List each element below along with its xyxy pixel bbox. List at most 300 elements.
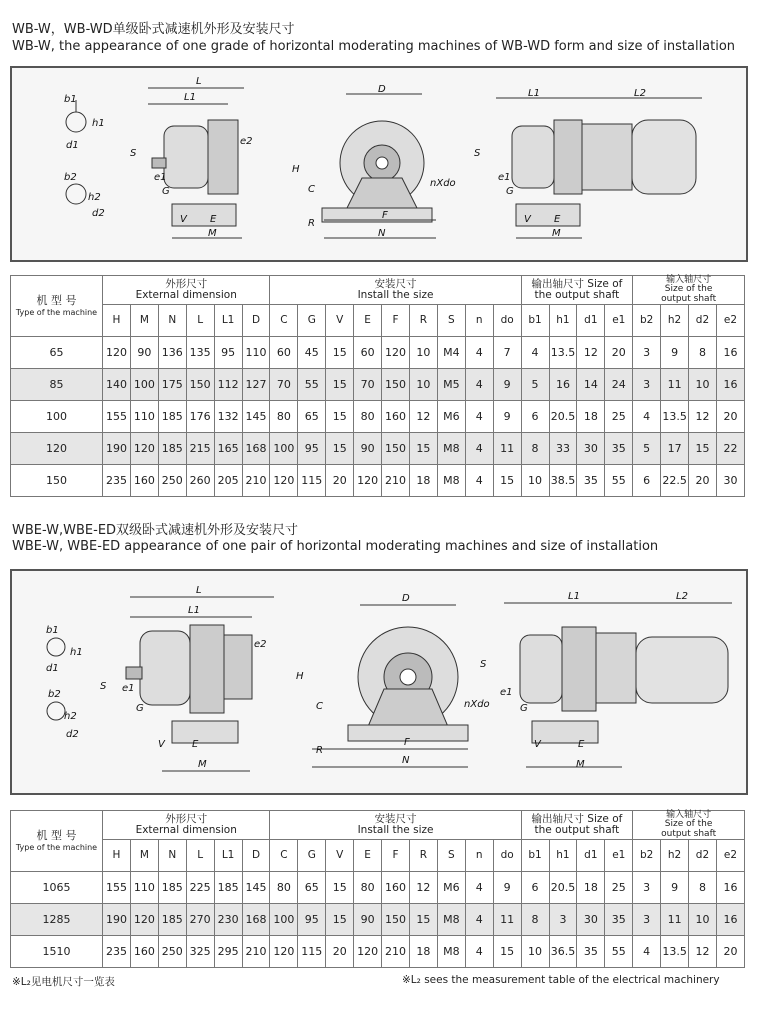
value-cell: 10 [409,369,437,401]
column-header: b1 [521,840,549,872]
column-header: S [437,840,465,872]
label-d2-2: d2 [66,729,79,740]
label-G-motor-2: G [520,703,528,714]
value-cell: 18 [577,872,605,904]
column-header: F [382,840,410,872]
value-cell: 100 [130,369,158,401]
value-cell: 10 [521,465,549,497]
value-cell: M5 [437,369,465,401]
model-cell: 1065 [11,872,103,904]
value-cell: 20 [326,936,354,968]
value-cell: 11 [661,369,689,401]
value-cell: 15 [326,369,354,401]
value-cell: 20 [716,936,744,968]
value-cell: 120 [270,936,298,968]
value-cell: 30 [577,433,605,465]
value-cell: 38.5 [549,465,577,497]
value-cell: 325 [186,936,214,968]
value-cell: 4 [465,337,493,369]
table-row [11,465,745,497]
value-cell: 4 [633,401,661,433]
drawing-panel-2 [10,569,748,795]
value-cell: 35 [577,465,605,497]
column-header: E [354,840,382,872]
value-cell: 225 [186,872,214,904]
table-row [11,337,745,369]
column-header: d2 [689,840,717,872]
label-F-2: F [404,737,410,748]
value-cell: 14 [577,369,605,401]
value-cell: 120 [103,337,131,369]
value-cell: 20 [326,465,354,497]
value-cell: 5 [633,433,661,465]
column-header: C [270,305,298,337]
label-nxdo-2: nXdo [464,699,490,710]
value-cell: 35 [605,433,633,465]
value-cell: M8 [437,465,465,497]
dimension-drawings-2 [12,571,746,793]
label-e1: e1 [154,172,167,183]
output-shaft-header: 输出轴尺寸 Size of the output shaft [521,276,633,305]
value-cell: 120 [382,337,410,369]
value-cell: 20 [605,337,633,369]
external-dimension-header: 外形尺寸 External dimension [103,276,270,305]
value-cell: 6 [521,401,549,433]
value-cell: 210 [382,465,410,497]
column-header: E [354,305,382,337]
value-cell: 120 [130,904,158,936]
value-cell: 9 [493,369,521,401]
value-cell: 160 [382,401,410,433]
column-header: L [186,305,214,337]
label-e2: e2 [240,136,253,147]
value-cell: 145 [242,401,270,433]
value-cell: 127 [242,369,270,401]
value-cell: 18 [409,465,437,497]
value-cell: 210 [242,936,270,968]
label-G-2: G [136,703,144,714]
value-cell: 110 [130,401,158,433]
label-V-motor-2: V [534,739,541,750]
label-D-2: D [402,593,410,604]
value-cell: 11 [493,904,521,936]
value-cell: 3 [633,369,661,401]
column-header: e2 [716,305,744,337]
column-header: D [242,305,270,337]
model-cell: 85 [11,369,103,401]
label-S-motor: S [474,148,481,159]
column-header: e1 [605,305,633,337]
label-M: M [208,228,217,239]
value-cell: 65 [298,401,326,433]
value-cell: 120 [130,433,158,465]
value-cell: 168 [242,904,270,936]
table-row [11,433,745,465]
column-header: do [493,305,521,337]
label-F: F [382,210,388,221]
column-header: h2 [661,305,689,337]
value-cell: 4 [465,369,493,401]
value-cell: 45 [298,337,326,369]
column-header: b1 [521,305,549,337]
column-header: h2 [661,840,689,872]
label-b2-2: b2 [48,689,61,700]
value-cell: 11 [661,904,689,936]
table-row [11,936,745,968]
value-cell: M6 [437,872,465,904]
value-cell: 90 [354,433,382,465]
value-cell: 80 [354,872,382,904]
drawing-panel-1 [10,66,748,262]
value-cell: 95 [298,433,326,465]
value-cell: 15 [493,465,521,497]
value-cell: 80 [270,872,298,904]
value-cell: 185 [214,872,242,904]
value-cell: 95 [214,337,242,369]
value-cell: 17 [661,433,689,465]
value-cell: 4 [465,433,493,465]
value-cell: 15 [409,904,437,936]
value-cell: 16 [549,369,577,401]
label-G-motor: G [506,186,514,197]
label-G: G [162,186,170,197]
label-D: D [378,84,386,95]
value-cell: 160 [382,872,410,904]
label-E-motor-2: E [578,739,585,750]
value-cell: 30 [716,465,744,497]
value-cell: 3 [549,904,577,936]
column-header: R [409,840,437,872]
value-cell: 185 [158,401,186,433]
column-header: N [158,840,186,872]
value-cell: 110 [130,872,158,904]
value-cell: 90 [354,904,382,936]
model-header: 机 型 号 Type of the machine [11,276,103,337]
value-cell: 8 [689,872,717,904]
value-cell: 4 [465,401,493,433]
value-cell: 20 [716,401,744,433]
column-header: d2 [689,305,717,337]
column-header: n [465,840,493,872]
value-cell: M8 [437,936,465,968]
value-cell: 210 [382,936,410,968]
label-V: V [180,214,187,225]
column-header: L1 [214,305,242,337]
value-cell: 80 [270,401,298,433]
column-header: M [130,840,158,872]
value-cell: 12 [577,337,605,369]
label-L2: L2 [634,88,646,99]
install-size-header-2: 安装尺寸 Install the size [270,811,521,840]
model-cell: 1510 [11,936,103,968]
label-L1-motor-2: L1 [568,591,580,602]
value-cell: 55 [605,465,633,497]
column-header: b2 [633,840,661,872]
value-cell: 115 [298,465,326,497]
label-N: N [378,228,386,239]
value-cell: 190 [103,904,131,936]
value-cell: 5 [521,369,549,401]
install-size-header: 安装尺寸 Install the size [270,276,521,305]
value-cell: 15 [326,904,354,936]
value-cell: 295 [214,936,242,968]
column-header: e1 [605,840,633,872]
label-E-2: E [192,739,199,750]
table-2-body [11,872,745,968]
value-cell: 10 [521,936,549,968]
value-cell: 155 [103,401,131,433]
value-cell: 100 [270,433,298,465]
value-cell: 4 [465,872,493,904]
value-cell: 11 [493,433,521,465]
value-cell: 190 [103,433,131,465]
value-cell: 12 [689,401,717,433]
column-header: e2 [716,840,744,872]
value-cell: 160 [130,465,158,497]
value-cell: 7 [493,337,521,369]
value-cell: 15 [326,872,354,904]
value-cell: 15 [326,401,354,433]
value-cell: 18 [409,936,437,968]
label-M-motor-2: M [576,759,585,770]
value-cell: 168 [242,433,270,465]
value-cell: 3 [633,337,661,369]
value-cell: 36.5 [549,936,577,968]
value-cell: 4 [465,465,493,497]
value-cell: 150 [186,369,214,401]
column-header: L [186,840,214,872]
column-header: h1 [549,305,577,337]
value-cell: 8 [689,337,717,369]
column-header-row [11,840,745,872]
column-header-row [11,305,745,337]
column-header: L1 [214,840,242,872]
label-S-motor-2: S [480,659,487,670]
label-N-2: N [402,755,410,766]
section2-title-en: WBE-W, WBE-ED appearance of one pair of horizontal moderating machines and size of installation [12,539,659,554]
label-e1-motor-2: e1 [500,687,513,698]
value-cell: 112 [214,369,242,401]
label-S-2: S [100,681,107,692]
label-e2-2: e2 [254,639,267,650]
spec-table-2 [10,810,745,968]
value-cell: 110 [242,337,270,369]
value-cell: 115 [298,936,326,968]
output-shaft-header-2: 输出轴尺寸 Size of the output shaft [521,811,633,840]
value-cell: 140 [103,369,131,401]
value-cell: 6 [521,872,549,904]
value-cell: 55 [605,936,633,968]
value-cell: 13.5 [661,936,689,968]
column-header: h1 [549,840,577,872]
value-cell: 16 [716,369,744,401]
value-cell: 9 [661,872,689,904]
column-header: V [326,305,354,337]
value-cell: M6 [437,401,465,433]
value-cell: 160 [130,936,158,968]
value-cell: 60 [354,337,382,369]
value-cell: 3 [633,872,661,904]
label-C: C [308,184,315,195]
value-cell: 4 [633,936,661,968]
column-header: S [437,305,465,337]
value-cell: 136 [158,337,186,369]
value-cell: 3 [633,904,661,936]
value-cell: 35 [605,904,633,936]
column-header: n [465,305,493,337]
label-L1-motor: L1 [528,88,540,99]
value-cell: 270 [186,904,214,936]
model-cell: 100 [11,401,103,433]
value-cell: 235 [103,936,131,968]
column-header: G [298,840,326,872]
value-cell: 30 [577,904,605,936]
value-cell: 70 [270,369,298,401]
value-cell: 150 [382,904,410,936]
label-e1-2: e1 [122,683,135,694]
column-header: H [103,305,131,337]
label-M-2: M [198,759,207,770]
label-h2: h2 [88,192,101,203]
value-cell: 12 [409,872,437,904]
column-header: F [382,305,410,337]
value-cell: 250 [158,936,186,968]
value-cell: 35 [577,936,605,968]
value-cell: 260 [186,465,214,497]
label-h2-2: h2 [64,711,77,722]
value-cell: 22.5 [661,465,689,497]
value-cell: 185 [158,872,186,904]
value-cell: 8 [521,433,549,465]
value-cell: 120 [270,465,298,497]
label-E-motor: E [554,214,561,225]
label-d2: d2 [92,208,105,219]
model-cell: 1285 [11,904,103,936]
value-cell: 6 [633,465,661,497]
label-L2-2: L2 [676,591,688,602]
label-H: H [292,164,300,175]
value-cell: 4 [465,936,493,968]
value-cell: 80 [354,401,382,433]
model-header-2: 机 型 号 Type of the machine [11,811,103,872]
label-V-motor: V [524,214,531,225]
column-header: D [242,840,270,872]
value-cell: 33 [549,433,577,465]
label-h1-2: h1 [70,647,83,658]
value-cell: 16 [716,904,744,936]
column-header: d1 [577,840,605,872]
value-cell: 12 [689,936,717,968]
value-cell: 10 [409,337,437,369]
value-cell: 15 [493,936,521,968]
value-cell: 15 [409,433,437,465]
note-left: ※L₂见电机尺寸一览表 [12,976,115,988]
value-cell: 20.5 [549,401,577,433]
value-cell: 70 [354,369,382,401]
value-cell: 175 [158,369,186,401]
value-cell: 215 [186,433,214,465]
value-cell: 135 [186,337,214,369]
value-cell: 4 [521,337,549,369]
value-cell: 250 [158,465,186,497]
value-cell: M8 [437,904,465,936]
table-row [11,401,745,433]
table-row [11,904,745,936]
note-right: ※L₂ sees the measurement table of the electrical machinery [402,974,720,986]
value-cell: 15 [326,337,354,369]
value-cell: 20.5 [549,872,577,904]
value-cell: 185 [158,904,186,936]
value-cell: 24 [605,369,633,401]
label-L1-2: L1 [188,605,200,616]
value-cell: 95 [298,904,326,936]
value-cell: 235 [103,465,131,497]
section1-title-cn: WB-W，WB-WD单级卧式减速机外形及安装尺寸 [12,22,295,37]
input-shaft-header: 输入轴尺寸 Size of the output shaft [633,276,745,305]
value-cell: 12 [409,401,437,433]
label-d1: d1 [66,140,79,151]
label-b1: b1 [64,94,77,105]
column-header: R [409,305,437,337]
label-C-2: C [316,701,323,712]
label-L1: L1 [184,92,196,103]
value-cell: 25 [605,872,633,904]
column-header: N [158,305,186,337]
value-cell: 185 [158,433,186,465]
value-cell: 120 [354,465,382,497]
value-cell: 210 [242,465,270,497]
label-S: S [130,148,137,159]
label-E: E [210,214,217,225]
value-cell: 9 [661,337,689,369]
label-R: R [308,218,315,229]
label-nxdo: nXdo [430,178,456,189]
value-cell: 150 [382,433,410,465]
value-cell: 9 [493,401,521,433]
model-cell: 65 [11,337,103,369]
table-row [11,369,745,401]
value-cell: 205 [214,465,242,497]
value-cell: 13.5 [661,401,689,433]
table-row [11,872,745,904]
label-V-2: V [158,739,165,750]
column-header: V [326,840,354,872]
value-cell: 10 [689,369,717,401]
label-b1-2: b1 [46,625,59,636]
dimension-drawings-1 [12,68,746,260]
value-cell: 176 [186,401,214,433]
value-cell: 60 [270,337,298,369]
value-cell: 10 [689,904,717,936]
column-header: G [298,305,326,337]
column-header: b2 [633,305,661,337]
value-cell: 55 [298,369,326,401]
label-M-motor: M [552,228,561,239]
label-b2: b2 [64,172,77,183]
value-cell: 4 [465,904,493,936]
spec-table-1 [10,275,745,497]
input-shaft-header-2: 输入轴尺寸 Size of the output shaft [633,811,745,840]
column-header: H [103,840,131,872]
label-L-2: L [196,585,202,596]
label-e1-motor: e1 [498,172,511,183]
table-1-body [11,337,745,497]
section2-title-cn: WBE-W,WBE-ED双级卧式减速机外形及安装尺寸 [12,523,299,538]
model-cell: 120 [11,433,103,465]
value-cell: 9 [493,872,521,904]
value-cell: 15 [689,433,717,465]
value-cell: M4 [437,337,465,369]
